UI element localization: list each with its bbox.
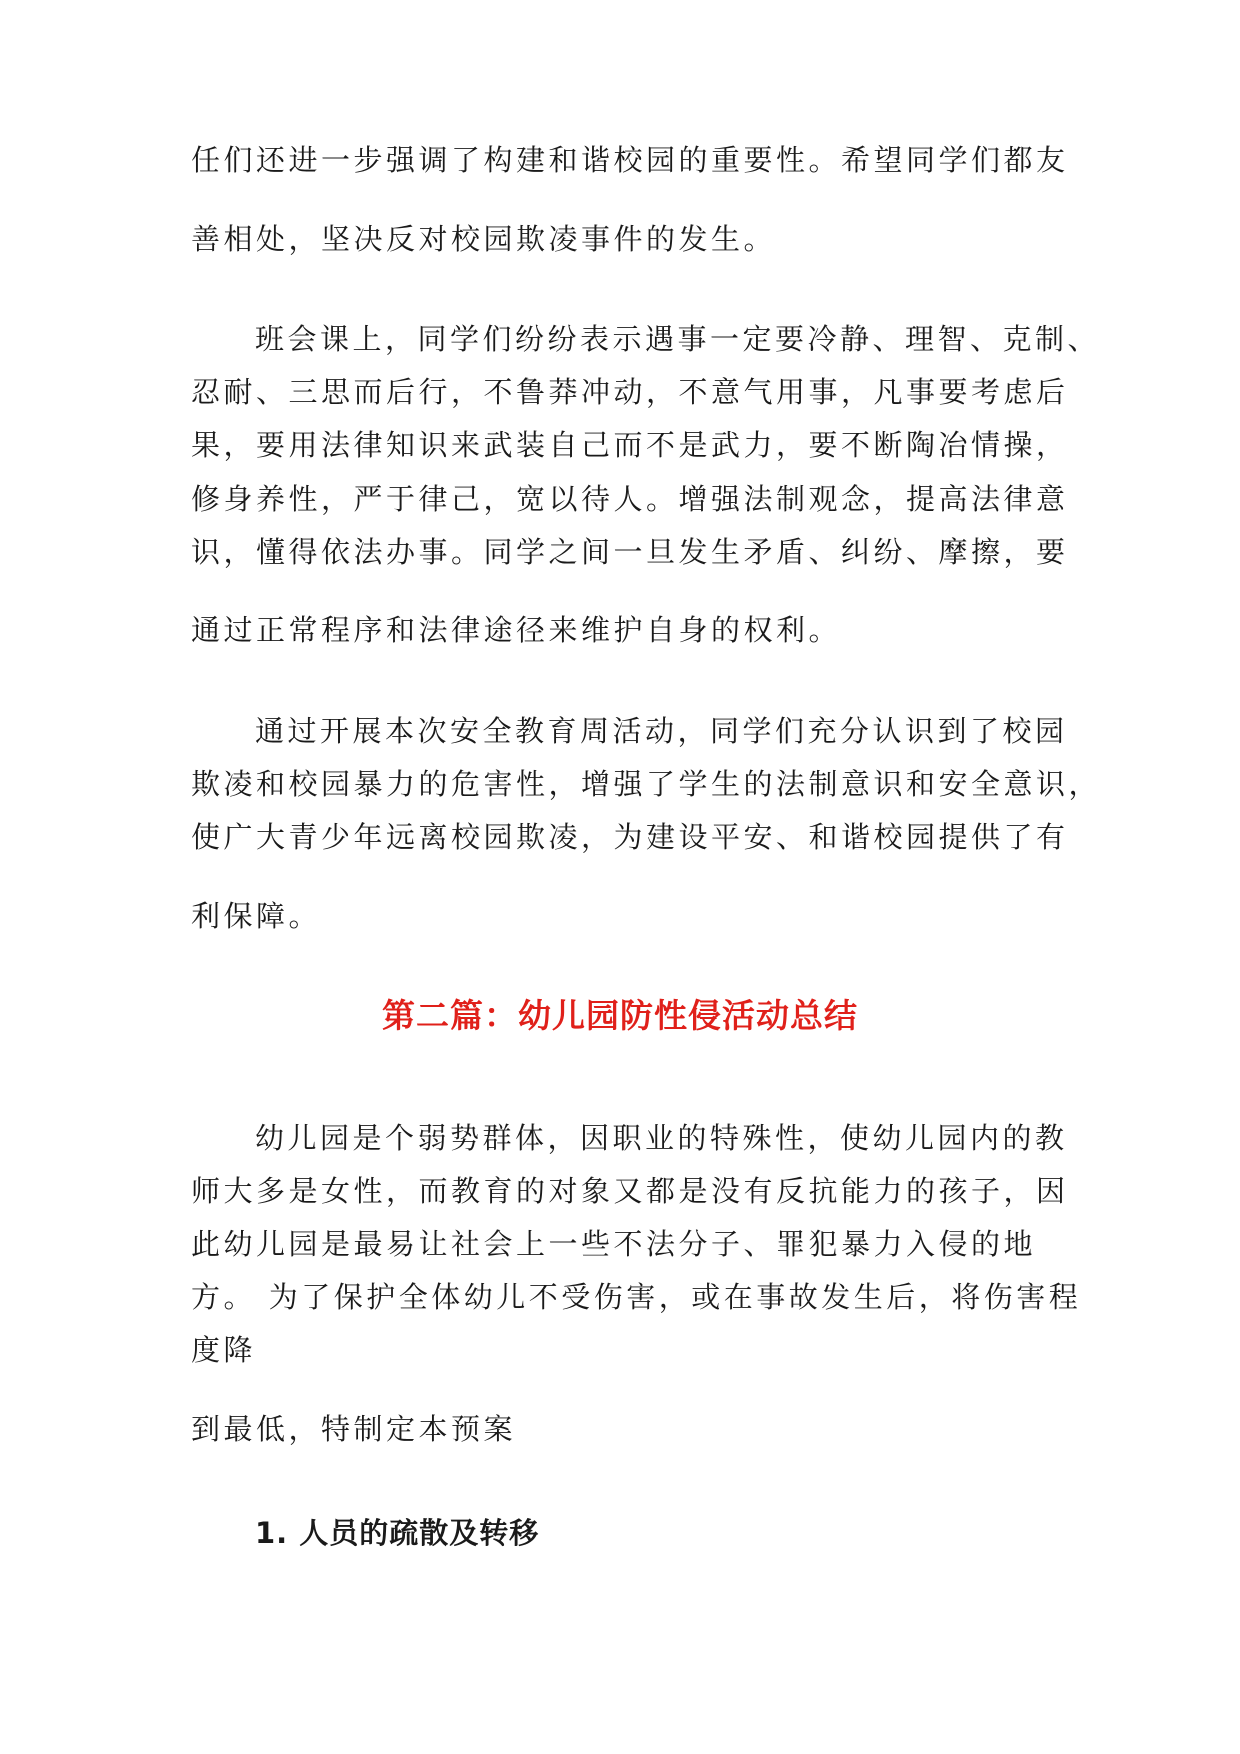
text-line: 通过正常程序和法律途径来维护自身的权利。 bbox=[191, 613, 842, 647]
text-line: 任们还进一步强调了构建和谐校园的重要性。希望同学们都友 bbox=[191, 143, 1069, 177]
text-line: 度降 bbox=[191, 1333, 257, 1367]
section-title: 第二篇：幼儿园防性侵活动总结 bbox=[382, 996, 858, 1035]
text-line: 到最低，特制定本预案 bbox=[191, 1412, 517, 1446]
text-line: 识，懂得依法办事。同学之间一旦发生矛盾、纠纷、摩擦，要 bbox=[191, 535, 1069, 569]
text-line: 方。 为了保护全体幼儿不受伤害，或在事故发生后，将伤害程 bbox=[191, 1280, 1082, 1314]
text-line: 班会课上，同学们纷纷表示遇事一定要冷静、理智、克制、 bbox=[255, 322, 1101, 356]
text-line: 此幼儿园是最易让社会上一些不法分子、罪犯暴力入侵的地 bbox=[191, 1227, 1037, 1261]
text-line: 忍耐、三思而后行，不鲁莽冲动，不意气用事，凡事要考虑后 bbox=[191, 375, 1069, 409]
text-line: 使广大青少年远离校园欺凌，为建设平安、和谐校园提供了有 bbox=[191, 820, 1069, 854]
text-line: 欺凌和校园暴力的危害性，增强了学生的法制意识和安全意识， bbox=[191, 767, 1102, 801]
text-line: 果，要用法律知识来武装自己而不是武力，要不断陶冶情操， bbox=[191, 428, 1069, 462]
text-line: 通过开展本次安全教育周活动，同学们充分认识到了校园 bbox=[255, 714, 1068, 748]
section-heading: 1. 人员的疏散及转移 bbox=[255, 1516, 540, 1550]
text-line: 利保障。 bbox=[191, 899, 322, 933]
text-line: 修身养性，严于律己，宽以待人。增强法制观念，提高法律意 bbox=[191, 482, 1069, 516]
text-line: 幼儿园是个弱势群体，因职业的特殊性，使幼儿园内的教 bbox=[255, 1121, 1068, 1155]
text-line: 师大多是女性，而教育的对象又都是没有反抗能力的孩子，因 bbox=[191, 1174, 1069, 1208]
text-line: 善相处，坚决反对校园欺凌事件的发生。 bbox=[191, 222, 777, 256]
